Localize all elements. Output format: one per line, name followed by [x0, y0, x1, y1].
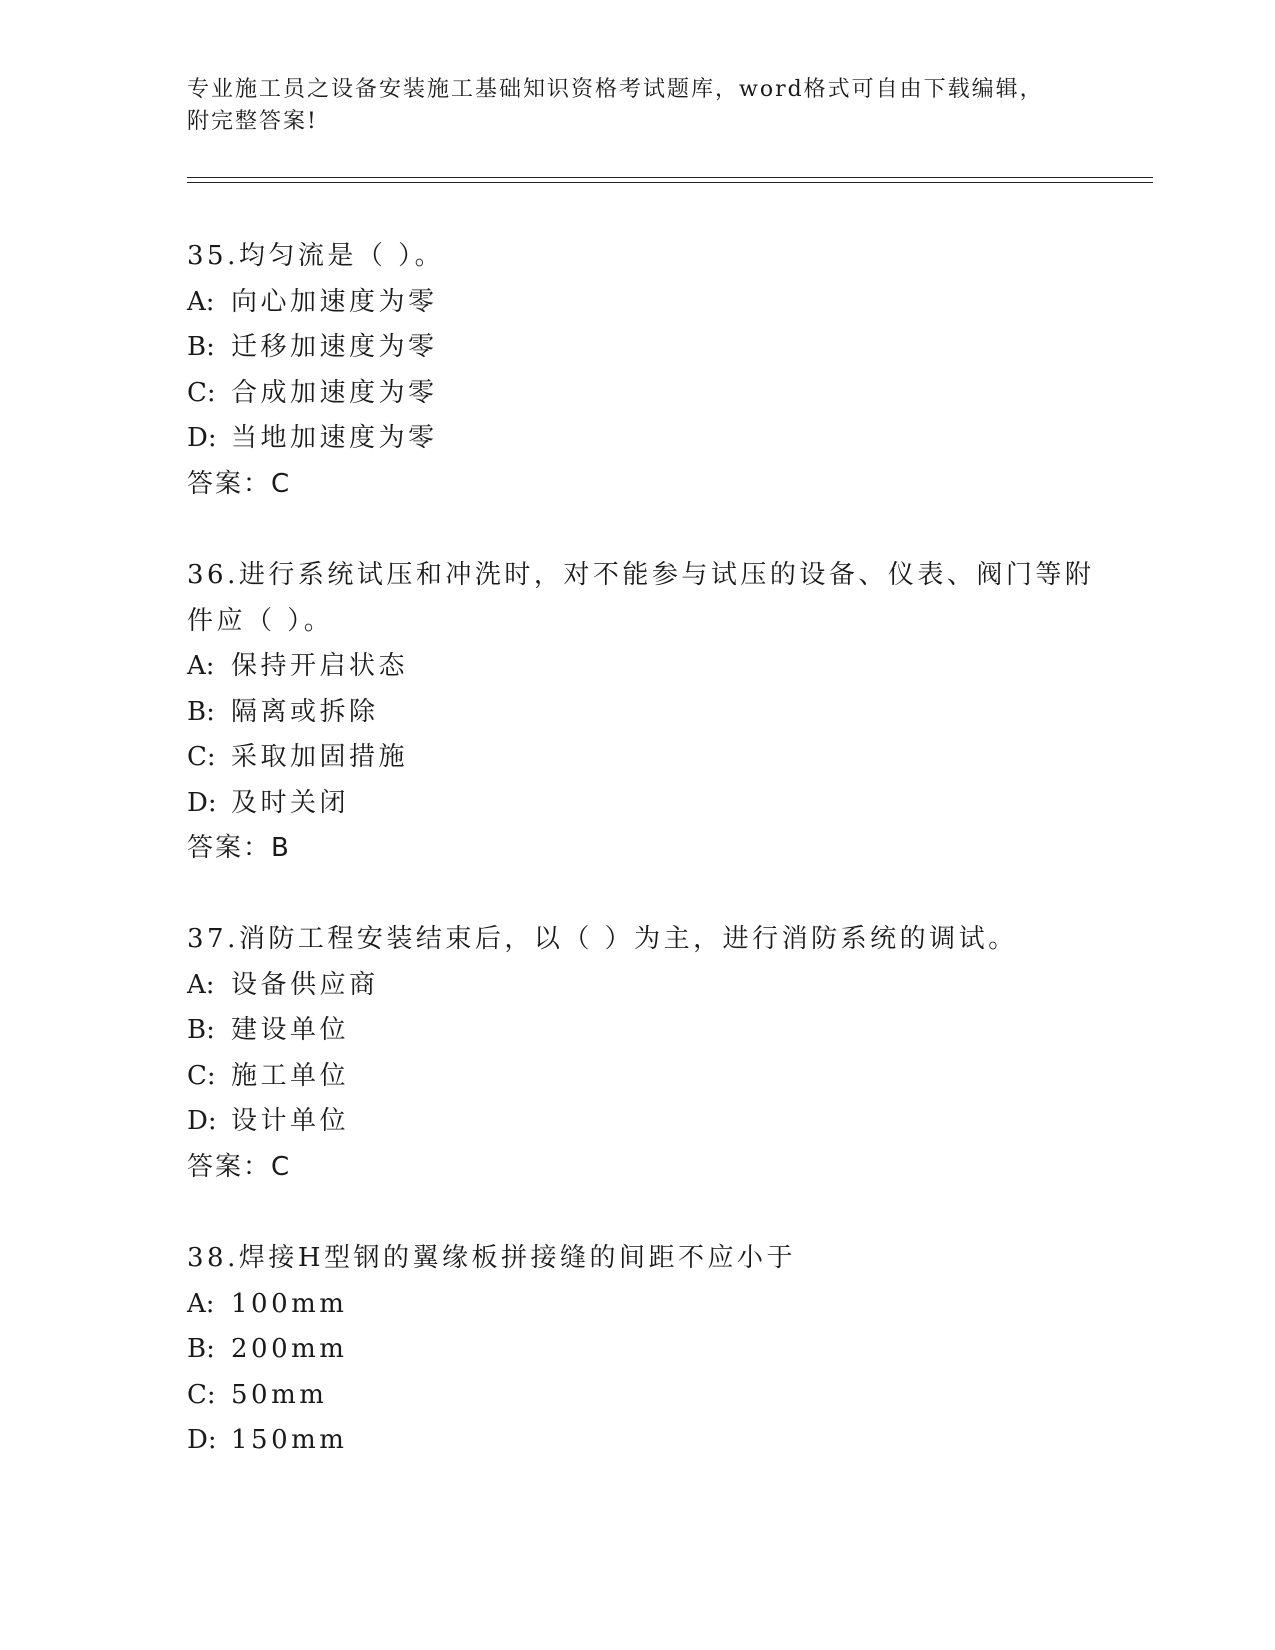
option-text: 保持开启状态 — [231, 651, 409, 681]
option-text: 隔离或拆除 — [231, 696, 379, 727]
option-letter: D: — [187, 1106, 217, 1136]
question-36 — [187, 553, 1095, 872]
option-letter: D: — [187, 787, 217, 818]
option-b — [187, 690, 1087, 736]
option-text: 及时关闭 — [231, 787, 350, 818]
option-b — [187, 325, 1087, 371]
option-letter: B: — [187, 1334, 215, 1364]
option-c — [187, 735, 1087, 781]
option-c — [187, 1054, 1087, 1100]
answer-line: 答案：C — [187, 1151, 292, 1182]
question-stem: 36.进行系统试压和冲洗时，对不能参与试压的设备、仪表、阀门等附 — [187, 560, 1095, 590]
option-text: 建设单位 — [231, 1015, 350, 1045]
option-c — [187, 1373, 1087, 1419]
question-37 — [187, 917, 1087, 1190]
answer-line: 答案：B — [187, 833, 291, 863]
option-letter: C: — [187, 1379, 216, 1410]
header-line-2: 附完整答案! — [187, 109, 318, 134]
option-letter: C: — [187, 742, 216, 772]
option-text: 迁移加速度为零 — [231, 332, 438, 362]
option-d — [187, 1099, 1087, 1145]
option-text: 150mm — [231, 1425, 348, 1455]
option-c — [187, 371, 1087, 417]
option-a — [187, 280, 1087, 326]
option-text: 200mm — [231, 1334, 348, 1364]
header-divider-top — [187, 177, 1153, 178]
option-d — [187, 1418, 1087, 1464]
option-b — [187, 1008, 1087, 1054]
option-text: 施工单位 — [231, 1060, 350, 1091]
option-letter: B: — [187, 332, 215, 362]
option-a — [187, 644, 1087, 690]
option-text: 采取加固措施 — [231, 742, 409, 772]
option-text: 100mm — [231, 1288, 348, 1319]
option-text: 当地加速度为零 — [231, 423, 438, 453]
question-38 — [187, 1236, 1087, 1464]
option-letter: A: — [187, 651, 215, 681]
question-stem: 35.均匀流是（ ）。 — [187, 241, 445, 271]
option-letter: C: — [187, 1060, 216, 1091]
header-line-1: 专业施工员之设备安装施工基础知识资格考试题库，word格式可自由下载编辑， — [187, 77, 1044, 102]
option-a — [187, 1282, 1087, 1328]
option-letter: A: — [187, 1288, 215, 1319]
option-letter: A: — [187, 286, 215, 317]
option-letter: B: — [187, 1015, 215, 1045]
option-text: 合成加速度为零 — [231, 377, 438, 408]
option-text: 向心加速度为零 — [231, 286, 438, 317]
option-letter: C: — [187, 377, 216, 408]
question-stem: 37.消防工程安装结束后，以（ ）为主，进行消防系统的调试。 — [187, 924, 1018, 954]
option-d — [187, 416, 1087, 462]
question-stem-continued: 件应（ ）。 — [187, 605, 334, 636]
option-letter: A: — [187, 969, 215, 1000]
option-text: 设备供应商 — [231, 969, 379, 1000]
answer-line: 答案：C — [187, 468, 292, 499]
question-stem: 38.焊接H型钢的翼缘板拼接缝的间距不应小于 — [187, 1243, 797, 1273]
option-d — [187, 781, 1087, 827]
question-35 — [187, 234, 1087, 507]
option-a — [187, 963, 1087, 1009]
header-divider-bottom — [187, 182, 1153, 183]
option-text: 设计单位 — [231, 1106, 350, 1136]
document-header — [187, 74, 1067, 138]
option-letter: D: — [187, 423, 217, 453]
option-b — [187, 1327, 1087, 1373]
option-letter: B: — [187, 696, 215, 727]
option-text: 50mm — [231, 1379, 328, 1410]
option-letter: D: — [187, 1425, 217, 1455]
